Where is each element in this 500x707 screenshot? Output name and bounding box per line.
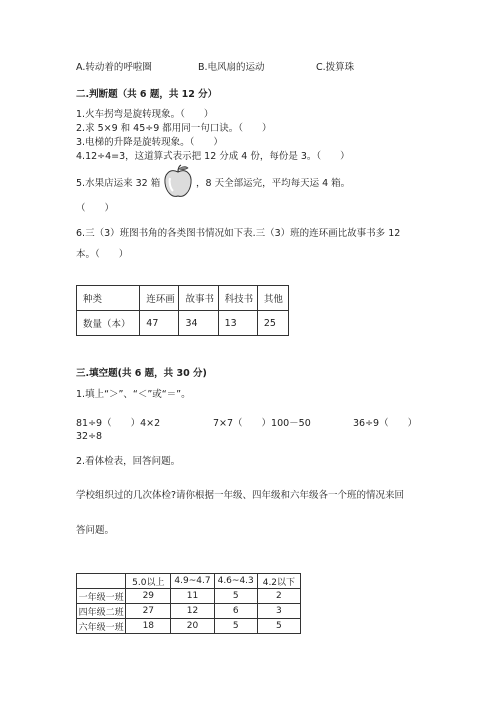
s2-q5-after: ，8 天全部运完，平均每天运 4 箱。: [196, 178, 351, 189]
s3-q2: 2.看体检表，回答问题。: [76, 456, 181, 467]
option-a: A.转动着的呼啦圈: [76, 62, 152, 73]
section2-title: 二.判断题（共 6 题，共 12 分）: [76, 89, 218, 100]
table-cell: 5: [214, 589, 257, 604]
s2-q1: 1.火车拐弯是旋转现象。（ ）: [76, 109, 214, 120]
table-cell: 2: [257, 589, 300, 604]
table-cell: 12: [171, 604, 214, 619]
table-cell: 5.0以上: [126, 574, 171, 589]
table-cell: 6: [214, 604, 257, 619]
table-row: [77, 589, 301, 604]
table-cell: 4.2以下: [257, 574, 300, 589]
s3-q2-desc2: 答问题。: [76, 525, 115, 536]
section3-title: 三.填空题(共 6 题，共 30 分): [76, 368, 207, 379]
table-cell: 25: [257, 311, 288, 336]
s2-q5-paren: （ ）: [76, 203, 115, 214]
table-cell: 5: [214, 619, 257, 634]
s2-q6-line2: 本。（ ）: [76, 249, 129, 260]
table-cell: 科技书: [218, 286, 257, 311]
apple-image: [162, 164, 194, 200]
s2-q2: 2.求 5×9 和 45÷9 都用同一句口诀。（ ）: [76, 123, 272, 134]
table-cell: 数量（本）: [77, 311, 140, 336]
eye-exam-table: [76, 573, 301, 634]
s2-q5-before: 5.水果店运来 32 箱: [76, 178, 161, 189]
option-b: B.电风扇的运动: [198, 62, 265, 73]
table-cell: 11: [171, 589, 214, 604]
table-row: [77, 619, 301, 634]
table-cell: 5: [257, 619, 300, 634]
table-cell: 18: [126, 619, 171, 634]
table-cell: [77, 574, 126, 589]
table-row: [77, 286, 289, 311]
table-cell: 27: [126, 604, 171, 619]
table-cell: 20: [171, 619, 214, 634]
s3-q1-item1: 81÷9（ ）4×2: [76, 418, 161, 429]
table-cell: 一年级一班: [77, 589, 126, 604]
table-row: [77, 604, 301, 619]
table-cell: 4.9~4.7: [171, 574, 214, 589]
table-cell: 种类: [77, 286, 140, 311]
table-cell: 3: [257, 604, 300, 619]
s3-q1: 1.填上“＞”、“＜”或“＝”。: [76, 389, 191, 400]
table-cell: 六年级一班: [77, 619, 126, 634]
table-cell: 其他: [257, 286, 288, 311]
table-cell: 13: [218, 311, 257, 336]
s3-q1-item4: 32÷8: [76, 431, 103, 442]
table-cell: 四年级二班: [77, 604, 126, 619]
table-cell: 故事书: [179, 286, 218, 311]
table-cell: 47: [140, 311, 179, 336]
option-c: C.拨算珠: [316, 62, 355, 73]
table-row: [77, 574, 301, 589]
table-cell: 连环画: [140, 286, 179, 311]
s2-q3: 3.电梯的升降是旋转现象。（ ）: [76, 137, 223, 148]
s2-q6-line1: 6.三（3）班图书角的各类图书情况如下表.三（3）班的连环画比故事书多 12: [76, 228, 401, 239]
table-row: [77, 311, 289, 336]
s2-q4: 4.12÷4=3，这道算式表示把 12 分成 4 份，每份是 3。（ ）: [76, 151, 350, 162]
table-cell: 29: [126, 589, 171, 604]
books-table: [76, 285, 289, 336]
s3-q1-item2: 7×7（ ）100－50: [213, 418, 311, 429]
s3-q2-desc1: 学校组织过的几次体检?请你根据一年级、四年级和六年级各一个班的情况来回: [76, 490, 405, 501]
table-cell: 34: [179, 311, 218, 336]
s3-q1-item3: 36÷9（ ）: [353, 418, 418, 429]
table-cell: 4.6~4.3: [214, 574, 257, 589]
